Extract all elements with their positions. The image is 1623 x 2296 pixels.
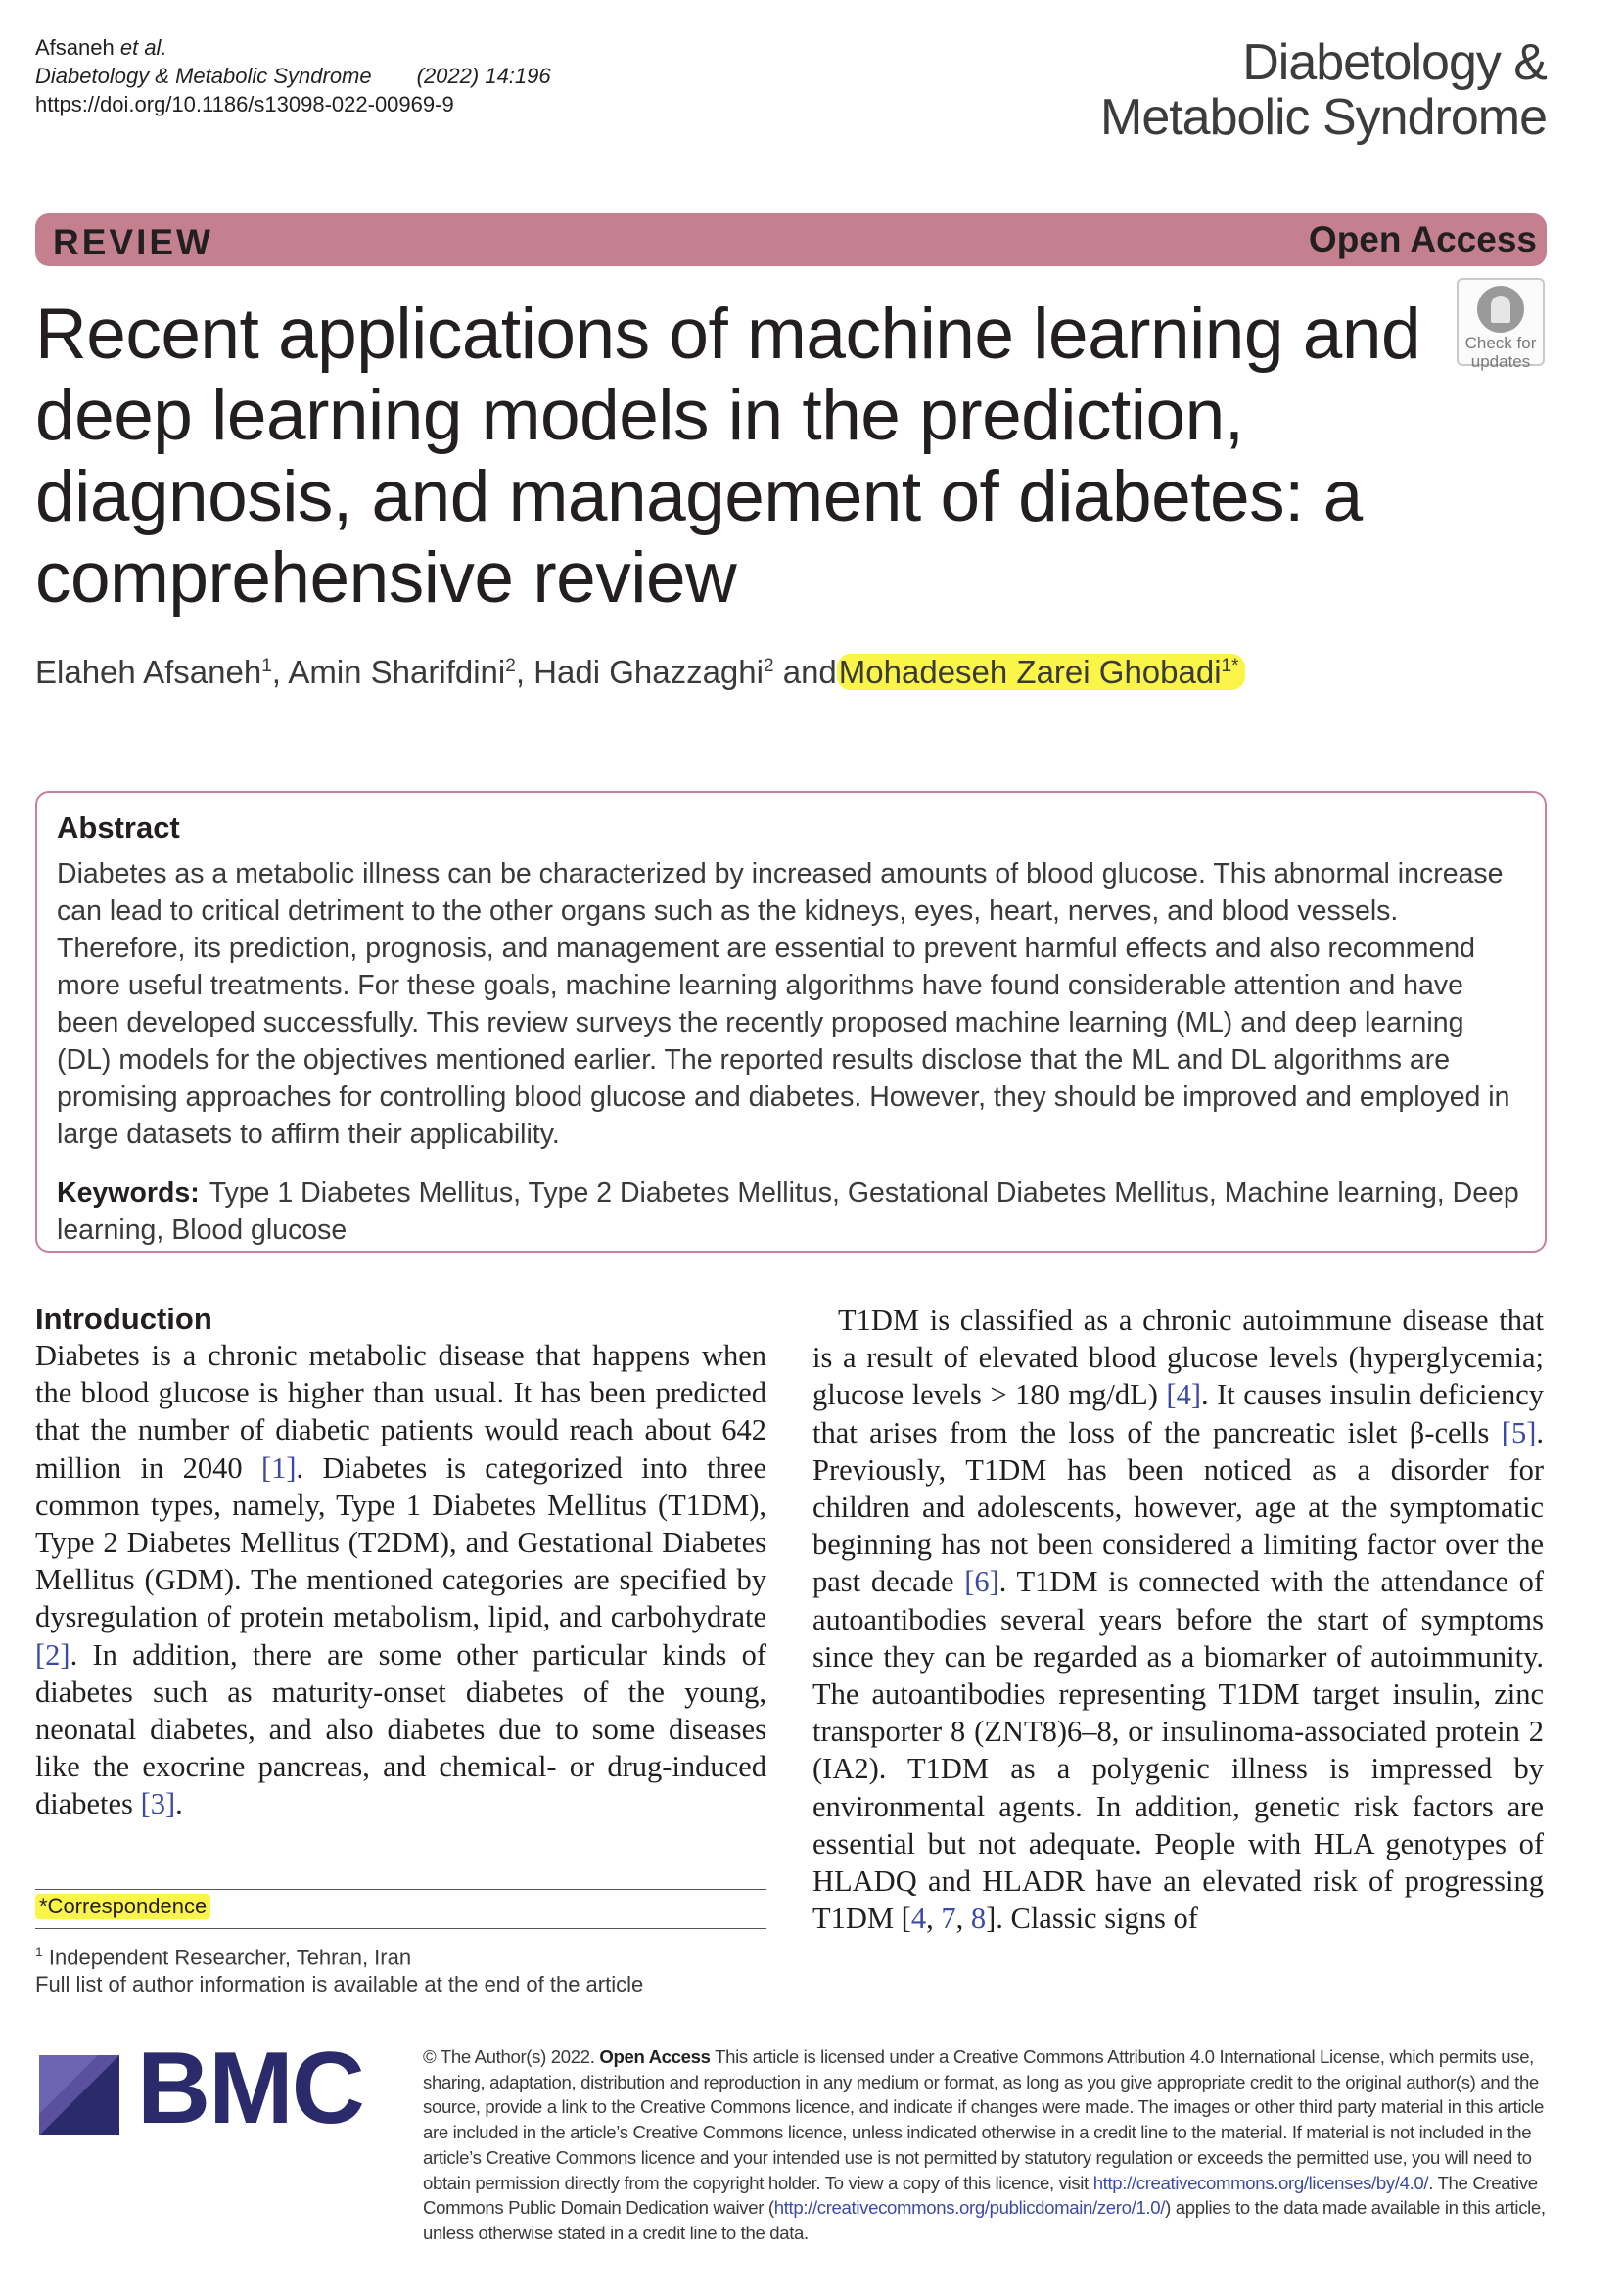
body-text: . Previously, T1DM has been noticed as a disorder for children and adolescents, however, age at the symptomatic beginning has not been considered a limiting factor over the past decade <box>812 1415 1544 1599</box>
author-name[interactable]: Mohadeseh Zarei Ghobadi <box>838 654 1222 690</box>
citation-link[interactable]: [6] <box>964 1565 999 1599</box>
citation-link[interactable]: [2] <box>35 1637 70 1672</box>
author-list <box>35 654 1245 691</box>
author-name[interactable]: Amin Sharifdini <box>288 654 506 690</box>
bmc-wordmark: BMC <box>137 2032 363 2145</box>
body-text: ]. Classic signs of <box>986 1902 1198 1936</box>
header-volume: (2022) 14:196 <box>416 64 551 88</box>
citation-line <box>35 62 551 90</box>
citation-link[interactable]: [1] <box>260 1450 297 1485</box>
body-text: . <box>175 1787 183 1821</box>
public-domain-link[interactable]: http://creativecommons.org/publicdomain/zero/1.0/ <box>773 2197 1166 2219</box>
article-type-label: REVIEW <box>53 222 213 262</box>
author-affiliation: 2 <box>505 656 516 676</box>
body-text: T1DM is classified as a chronic autoimmune disease that is a result of elevated blood glucose levels (hyperglycemia; glucose levels > 180 mg/dL) <box>812 1304 1544 1412</box>
author-info-note: Full list of author information is available at the end of the article <box>35 1972 644 1998</box>
article-type-band <box>35 213 1547 266</box>
doi-link[interactable]: https://doi.org/10.1186/s13098-022-00969-9 <box>35 92 454 116</box>
journal-name-line2: Metabolic Syndrome <box>1100 89 1547 146</box>
check-for-updates-button[interactable] <box>1457 278 1545 371</box>
running-header <box>35 33 551 118</box>
bmc-triangle-icon <box>39 2055 119 2135</box>
header-et-al: et al. <box>119 35 167 60</box>
body-text: . T1DM is connected with the attendance of autoantibodies several years before the start of symptoms since they can be regarded as a biomarker of autoimmunity. The autoantibodies representing T1DM target insulin, zinc transporter 8 (ZNT8)6–8, or insulinoma-associated protein 2 (IA2). T1DM as a polygenic illness is impressed by environmental agents. In addition, genetic risk factors are essential but not adequate. People with HLA genotypes of HLADQ and HLADR have an elevated risk of progressing T1DM [ <box>812 1565 1545 1936</box>
abstract-text: Diabetes as a metabolic illness can be characterized by increased amounts of blood glucose. This abnormal increase can lead to critical detriment to the other organs such as the kidneys, eyes, heart, nerves, and blood vessels. Therefore, its prediction, prognosis, and management are essential to prevent harmful effects and also recommend more useful treatments. For these goals, machine learning algorithms have found considerable attention and have been developed successfully. This review surveys the recently proposed machine learning (ML) and deep learning (DL) models for the objectives mentioned earlier. The reported results disclose that the ML and DL algorithms are promising approaches for controlling blood glucose and diabetes. However, they should be improved and employed in large datasets to affirm their applicability. <box>57 858 1510 1150</box>
affiliation-footnote <box>35 1938 643 1998</box>
check-for-updates-icon <box>1477 286 1524 333</box>
bmc-logo <box>39 2032 382 2145</box>
intro-paragraph-right <box>812 1302 1544 1937</box>
correspondence-note: *Correspondence <box>35 1894 210 1919</box>
license-text: . The Creative Commons Public Domain Dedication waiver ( <box>423 2172 1538 2219</box>
keywords <box>57 1174 1525 1249</box>
citation-link[interactable]: [4] <box>1166 1378 1201 1412</box>
citation-link[interactable]: 7 <box>941 1902 956 1936</box>
license-text: This article is licensed under a Creative Commons Attribution 4.0 International License, which permits use, sharing, adaptation, distribution and reproduction in any medium or format, as long as you give appropriate credit to the original author(s) and the source, provide a link to the Creative Commons licence, and indicate if changes were made. The images or other third party material in this article are included in the article’s Creative Commons licence, unless indicated otherwise in a credit line to the material. If material is not included in the article’s Creative Commons licence and your intended use is not permitted by statutory regulation or exceeds the permitted use, you will need to obtain permission directly from the copyright holder. To view a copy of this licence, visit <box>423 2046 1544 2193</box>
header-author: Afsaneh <box>35 35 115 60</box>
citation-link[interactable]: 4 <box>910 1902 927 1936</box>
affiliation-number: 1 <box>35 1944 43 1959</box>
open-access-label: Open Access <box>1308 219 1537 259</box>
license-text: ) applies to the data made available in this article, unless otherwise stated in a credit line to the data. <box>423 2197 1546 2243</box>
abstract-box <box>35 791 1547 1253</box>
body-text: . It causes insulin deficiency that arises from the loss of the pancreatic islet β-cells <box>812 1378 1545 1449</box>
journal-name <box>1100 35 1547 145</box>
body-text: . Diabetes is categorized into three common types, namely, Type 1 Diabetes Mellitus (T1DM), Type 2 Diabetes Mellitus (T2DM), and Gestational Diabetes Mellitus (GDM). The mentioned categories are specified by dysregulation of protein metabolism, lipid, and carbohydrate <box>35 1450 766 1634</box>
citation-link[interactable]: 8 <box>970 1902 987 1936</box>
column-left <box>35 1302 766 1823</box>
license-link[interactable]: http://creativecommons.org/licenses/by/4.0/ <box>1092 2172 1429 2193</box>
author-affiliation: 1 <box>261 656 272 676</box>
open-access-bold: Open Access <box>599 2046 711 2067</box>
author-line <box>35 33 551 62</box>
keywords-text: Type 1 Diabetes Mellitus, Type 2 Diabetes Mellitus, Gestational Diabetes Mellitus, Machine learning, Deep learning, Blood glucose <box>57 1177 1519 1246</box>
author-affiliation: 1* <box>1221 656 1239 676</box>
check-for-updates-line1: Check for <box>1464 334 1537 352</box>
citation-link[interactable]: [5] <box>1501 1415 1537 1449</box>
footnote-divider <box>35 1928 766 1929</box>
body-text: , <box>955 1902 971 1936</box>
citation-link[interactable]: [3] <box>140 1787 176 1821</box>
footnote-divider <box>35 1889 766 1890</box>
column-right <box>812 1302 1544 1937</box>
author-name[interactable]: Hadi Ghazzaghi <box>533 654 764 690</box>
header-journal: Diabetology & Metabolic Syndrome <box>35 64 372 88</box>
author-separator: , <box>271 654 289 690</box>
copyright-text: © The Author(s) 2022. <box>423 2046 595 2067</box>
body-text: , <box>926 1902 942 1936</box>
journal-name-line1: Diabetology & <box>1242 34 1547 91</box>
affiliation-text: Independent Researcher, Tehran, Iran <box>42 1945 412 1970</box>
license-statement <box>423 2044 1558 2246</box>
author-affiliation: 2 <box>763 656 774 676</box>
body-text: Diabetes is a chronic metabolic disease that happens when the blood glucose is higher than usual. It has been predicted that the number of diabetic patients would reach about 642 million in 2040 <box>35 1339 766 1485</box>
abstract-heading: Abstract <box>57 810 180 845</box>
article-title: Recent applications of machine learning and deep learning models in the prediction, diagnosis, and management of diabetes: a comprehensive review <box>35 295 1421 618</box>
keywords-label: Keywords: <box>57 1177 200 1209</box>
section-heading-introduction: Introduction <box>35 1302 212 1336</box>
check-for-updates-line2: updates <box>1470 352 1531 371</box>
body-text: . In addition, there are some other particular kinds of diabetes such as maturity-onset diabetes of the young, neonatal diabetes, and also diabetes due to some diseases like the exocrine pancreas, and chemical- or drug-induced diabetes <box>35 1637 766 1821</box>
author-name[interactable]: Elaheh Afsaneh <box>35 654 262 690</box>
author-separator: and <box>773 654 837 690</box>
intro-paragraph-left <box>35 1337 766 1823</box>
author-separator: , <box>515 654 534 690</box>
corresponding-author-highlight <box>837 654 1245 690</box>
